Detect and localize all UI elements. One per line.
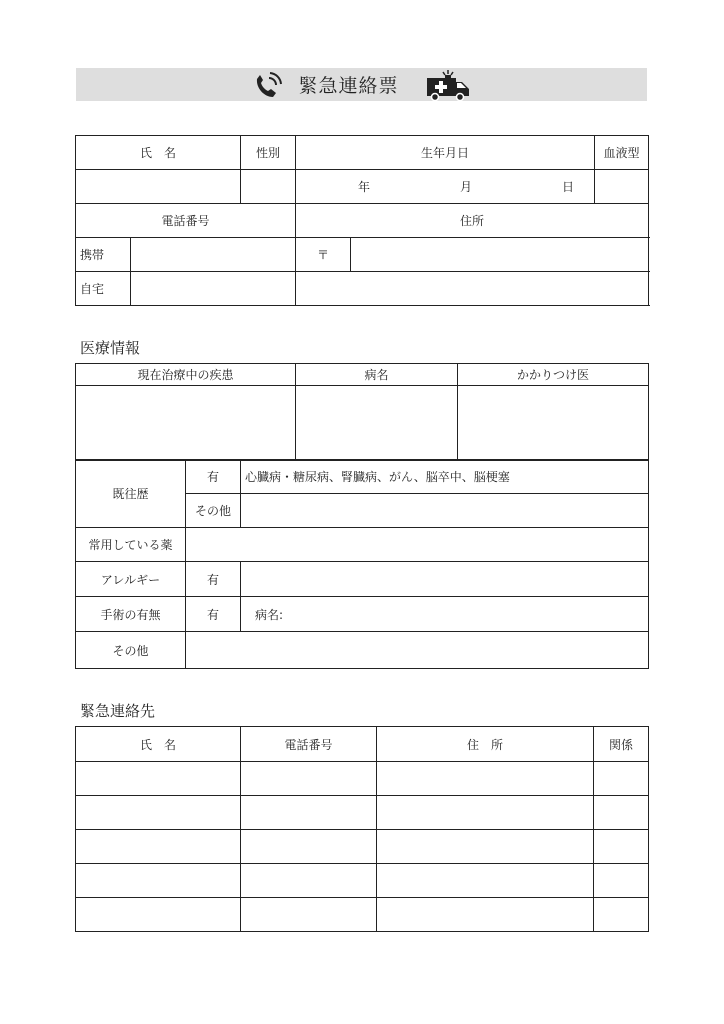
contacts-section-title: 緊急連絡先: [80, 702, 156, 720]
contact-relation-field[interactable]: [594, 830, 649, 864]
history-other-field[interactable]: [241, 494, 649, 528]
contact-relation-field[interactable]: [594, 864, 649, 898]
surgery-label: 手術の有無: [76, 597, 186, 632]
family-doctor-header: かかりつけ医: [458, 364, 649, 386]
contact-row: [76, 864, 649, 898]
ambulance-icon: [425, 69, 471, 101]
contact-name-field[interactable]: [76, 762, 241, 796]
month-label: 月: [460, 180, 473, 194]
history-options[interactable]: 心臓病・糖尿病、腎臓病、がん、脳卒中、脳梗塞: [241, 460, 649, 494]
contact-phone-field[interactable]: [241, 898, 377, 932]
page-title: 緊急連絡票: [298, 75, 399, 97]
surgery-yes-label: 有: [186, 597, 241, 632]
phone-header: 電話番号: [76, 204, 296, 238]
blood-type-header: 血液型: [595, 136, 649, 170]
contact-row: [76, 762, 649, 796]
current-disease-field[interactable]: [76, 386, 296, 461]
home-phone-field[interactable]: [131, 272, 296, 306]
contact-phone-field[interactable]: [241, 830, 377, 864]
sex-header: 性別: [241, 136, 296, 170]
medical-current-table: [75, 363, 649, 461]
sex-field[interactable]: [241, 170, 296, 204]
contact-address-field[interactable]: [377, 796, 594, 830]
personal-info-table: [75, 135, 649, 306]
other-label: その他: [76, 632, 186, 669]
contact-name-field[interactable]: [76, 796, 241, 830]
blood-type-field[interactable]: [595, 170, 649, 204]
contact-phone-field[interactable]: [241, 796, 377, 830]
regular-meds-label: 常用している薬: [76, 528, 186, 562]
contact-phone-header: 電話番号: [241, 727, 377, 762]
contact-row: [76, 830, 649, 864]
allergy-yes-label: 有: [186, 562, 241, 597]
contact-phone-field[interactable]: [241, 864, 377, 898]
allergy-field[interactable]: [241, 562, 649, 597]
address-field[interactable]: [296, 272, 649, 306]
contact-address-field[interactable]: [377, 864, 594, 898]
contact-row: [76, 898, 649, 932]
disease-name-field[interactable]: [296, 386, 458, 461]
contact-row: [76, 796, 649, 830]
contact-address-header: 住 所: [377, 727, 594, 762]
other-field[interactable]: [186, 632, 649, 669]
surgery-disease-field[interactable]: [241, 597, 649, 632]
birthdate-field[interactable]: [296, 170, 595, 204]
emergency-contacts-table: [75, 726, 649, 932]
contact-name-field[interactable]: [76, 830, 241, 864]
phone-icon: [252, 70, 286, 100]
medical-history-table: [75, 459, 649, 669]
surgery-disease-prefix: 病名:: [255, 607, 284, 622]
postal-code-field[interactable]: [351, 238, 649, 272]
history-other-label: その他: [186, 494, 241, 528]
name-field[interactable]: [76, 170, 241, 204]
title-bar: [76, 68, 647, 101]
mobile-label: 携帯: [76, 238, 131, 272]
day-label: 日: [562, 180, 575, 194]
year-label: 年: [358, 180, 371, 194]
address-header: 住所: [296, 204, 649, 238]
current-disease-header: 現在治療中の疾患: [76, 364, 296, 386]
mobile-phone-field[interactable]: [131, 238, 296, 272]
contact-relation-header: 関係: [594, 727, 649, 762]
postal-mark: 〒: [296, 238, 351, 272]
contact-phone-field[interactable]: [241, 762, 377, 796]
contact-relation-field[interactable]: [594, 762, 649, 796]
contact-name-field[interactable]: [76, 864, 241, 898]
history-label: 既往歴: [76, 460, 186, 528]
birthdate-header: 生年月日: [296, 136, 595, 170]
home-label: 自宅: [76, 272, 131, 306]
contact-name-field[interactable]: [76, 898, 241, 932]
family-doctor-field[interactable]: [458, 386, 649, 461]
name-header: 氏 名: [76, 136, 241, 170]
history-yes-label: 有: [186, 460, 241, 494]
contact-name-header: 氏 名: [76, 727, 241, 762]
medical-section-title: 医療情報: [80, 339, 141, 357]
regular-meds-field[interactable]: [186, 528, 649, 562]
contact-rows: [76, 762, 649, 932]
allergy-label: アレルギー: [76, 562, 186, 597]
contact-address-field[interactable]: [377, 762, 594, 796]
disease-name-header: 病名: [296, 364, 458, 386]
contact-relation-field[interactable]: [594, 898, 649, 932]
contact-address-field[interactable]: [377, 830, 594, 864]
contact-relation-field[interactable]: [594, 796, 649, 830]
contact-address-field[interactable]: [377, 898, 594, 932]
